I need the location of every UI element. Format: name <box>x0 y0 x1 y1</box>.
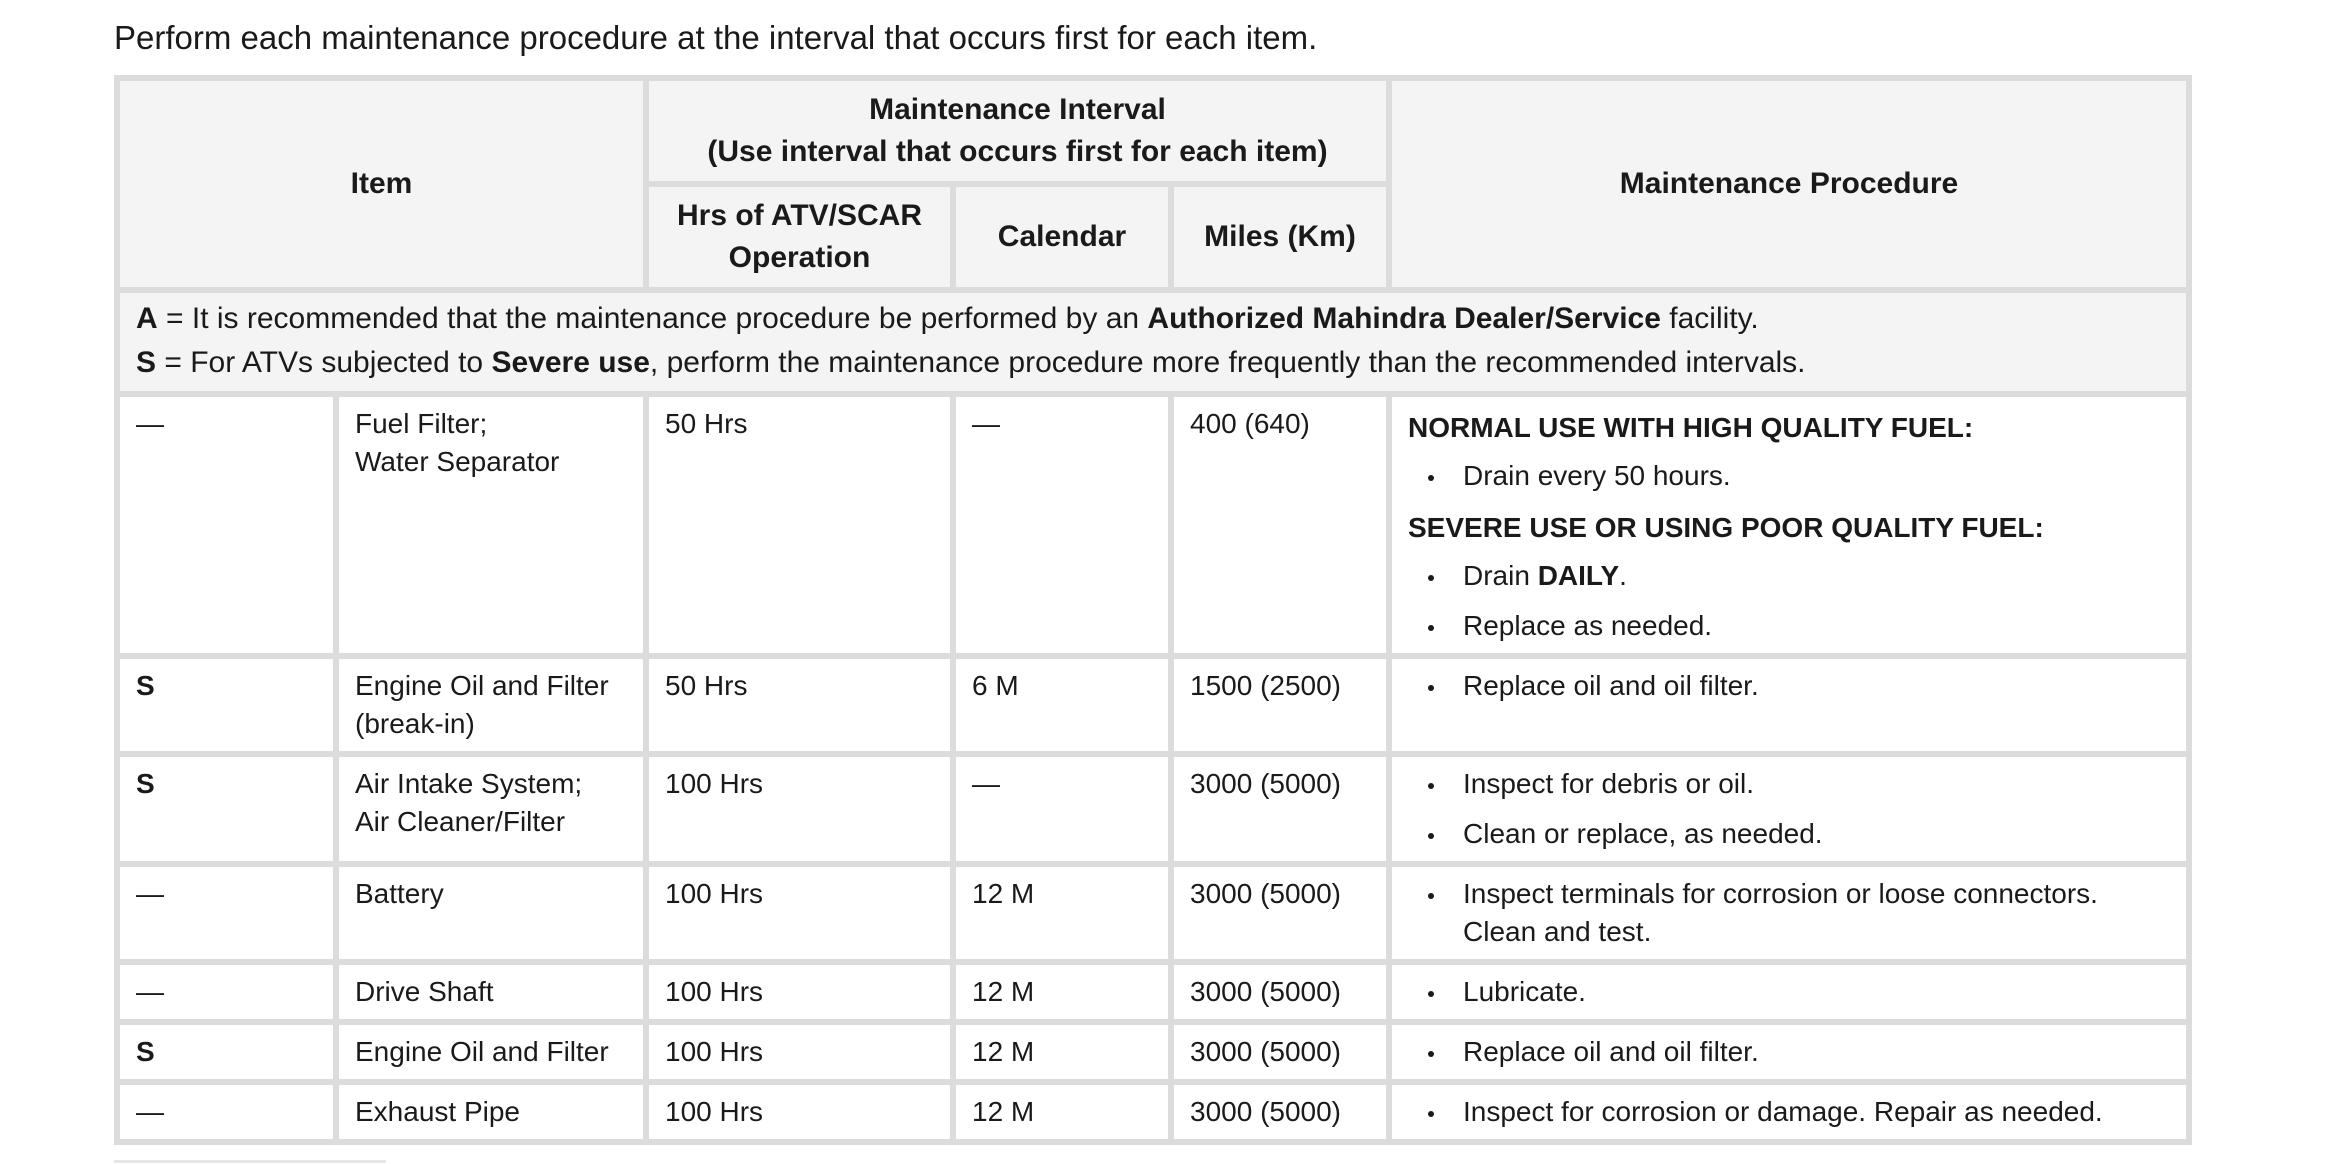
header-miles: Miles (Km) <box>1171 184 1389 290</box>
header-calendar: Calendar <box>953 184 1171 290</box>
legend-row <box>117 290 2189 394</box>
header-interval-line2: (Use interval that occurs first for each item) <box>707 135 1328 168</box>
row-calendar: 12 M <box>953 864 1171 962</box>
legend-a-text1: = It is recommended that the maintenance procedure be performed by an <box>157 302 1148 335</box>
row-code: — <box>117 864 336 962</box>
procedure-list <box>1408 1033 2170 1071</box>
bullet-bold: DAILY <box>1537 560 1620 591</box>
row-hours: 50 Hrs <box>646 394 953 656</box>
row-miles: 3000 (5000) <box>1171 962 1389 1022</box>
header-procedure: Maintenance Procedure <box>1389 78 2189 290</box>
procedure-heading-normal: NORMAL USE WITH HIGH QUALITY FUEL: <box>1408 412 1974 443</box>
row-item: Exhaust Pipe <box>336 1082 646 1142</box>
row-procedure <box>1389 754 2189 864</box>
row-hours: 100 Hrs <box>646 962 953 1022</box>
row-procedure <box>1389 394 2189 656</box>
row-code: — <box>117 962 336 1022</box>
header-hours-line1: Hrs of ATV/SCAR <box>676 199 922 232</box>
row-procedure <box>1389 656 2189 754</box>
row-hours: 50 Hrs <box>646 656 953 754</box>
row-item: Drive Shaft <box>336 962 646 1022</box>
row-miles: 3000 (5000) <box>1171 754 1389 864</box>
legend-s <box>136 341 2170 385</box>
page-divider <box>114 1160 386 1163</box>
procedure-list <box>1408 557 2170 645</box>
procedure-bullet: Inspect for corrosion or damage. Repair as needed. <box>1408 1093 2170 1131</box>
row-code: — <box>117 394 336 656</box>
row-miles: 3000 (5000) <box>1171 1082 1389 1142</box>
procedure-bullet: Inspect terminals for corrosion or loose connectors. Clean and test. <box>1408 875 2170 951</box>
procedure-list <box>1408 667 2170 705</box>
legend-cell <box>117 290 2189 394</box>
row-item-line2: (break-in) <box>355 708 475 739</box>
legend-a-text2: facility. <box>1660 302 1759 335</box>
procedure-bullet: Replace oil and oil filter. <box>1408 667 2170 705</box>
procedure-bullet <box>1408 557 2170 595</box>
procedure-list <box>1408 1093 2170 1131</box>
maintenance-table <box>114 75 2192 1145</box>
row-code: S <box>117 656 336 754</box>
row-hours: 100 Hrs <box>646 864 953 962</box>
procedure-bullet: Replace oil and oil filter. <box>1408 1033 2170 1071</box>
row-code: S <box>117 1022 336 1082</box>
procedure-bullet: Drain every 50 hours. <box>1408 457 2170 495</box>
row-item-line1: Air Intake System; <box>355 768 583 799</box>
legend-s-bold: Severe use <box>491 346 650 379</box>
table-row <box>117 1082 2189 1142</box>
header-maintenance-interval <box>646 78 1389 184</box>
row-code: S <box>117 754 336 864</box>
row-calendar: 6 M <box>953 656 1171 754</box>
table-row <box>117 394 2189 656</box>
row-item <box>336 656 646 754</box>
procedure-bullet: Inspect for debris or oil. <box>1408 765 2170 803</box>
table-row <box>117 962 2189 1022</box>
procedure-bullet: Clean or replace, as needed. <box>1408 815 2170 853</box>
row-item: Battery <box>336 864 646 962</box>
row-calendar: 12 M <box>953 962 1171 1022</box>
legend-a <box>136 297 2170 341</box>
procedure-bullet: Replace as needed. <box>1408 607 2170 645</box>
row-hours: 100 Hrs <box>646 1022 953 1082</box>
row-item-line2: Water Separator <box>355 446 560 477</box>
row-item <box>336 394 646 656</box>
row-miles: 400 (640) <box>1171 394 1389 656</box>
legend-a-key: A <box>136 302 158 335</box>
row-procedure <box>1389 962 2189 1022</box>
procedure-list <box>1408 765 2170 853</box>
row-item: Engine Oil and Filter <box>336 1022 646 1082</box>
legend-s-text2: , perform the maintenance procedure more frequently than the recommended intervals. <box>649 346 1806 379</box>
header-hours-line2: Operation <box>728 241 871 274</box>
table-row <box>117 754 2189 864</box>
legend-s-key: S <box>136 346 157 379</box>
procedure-heading-severe: SEVERE USE OR USING POOR QUALITY FUEL: <box>1408 512 2044 543</box>
procedure-list <box>1408 875 2170 951</box>
row-item <box>336 754 646 864</box>
procedure-list <box>1408 457 2170 495</box>
row-calendar: — <box>953 394 1171 656</box>
row-procedure <box>1389 864 2189 962</box>
header-item: Item <box>117 78 646 290</box>
bullet-end: . <box>1619 560 1627 591</box>
row-miles: 1500 (2500) <box>1171 656 1389 754</box>
intro-text: Perform each maintenance procedure at the interval that occurs first for each item. <box>114 19 1318 56</box>
row-item-line1: Engine Oil and Filter <box>355 670 609 701</box>
row-miles: 3000 (5000) <box>1171 864 1389 962</box>
row-hours: 100 Hrs <box>646 754 953 864</box>
header-row <box>117 78 2189 184</box>
header-interval-line1: Maintenance Interval <box>869 93 1166 126</box>
row-code: — <box>117 1082 336 1142</box>
table-row <box>117 1022 2189 1082</box>
row-calendar: 12 M <box>953 1082 1171 1142</box>
table-row <box>117 656 2189 754</box>
row-item-line2: Air Cleaner/Filter <box>355 806 566 837</box>
table-row <box>117 864 2189 962</box>
row-hours: 100 Hrs <box>646 1082 953 1142</box>
row-item-line1: Fuel Filter; <box>355 408 488 439</box>
procedure-bullet: Lubricate. <box>1408 973 2170 1011</box>
procedure-list <box>1408 973 2170 1011</box>
legend-a-bold: Authorized Mahindra Dealer/Service <box>1147 302 1661 335</box>
row-calendar: — <box>953 754 1171 864</box>
row-calendar: 12 M <box>953 1022 1171 1082</box>
bullet-text: Drain <box>1463 560 1538 591</box>
header-hours <box>646 184 953 290</box>
row-procedure <box>1389 1022 2189 1082</box>
row-miles: 3000 (5000) <box>1171 1022 1389 1082</box>
legend-s-text1: = For ATVs subjected to <box>156 346 492 379</box>
row-procedure <box>1389 1082 2189 1142</box>
